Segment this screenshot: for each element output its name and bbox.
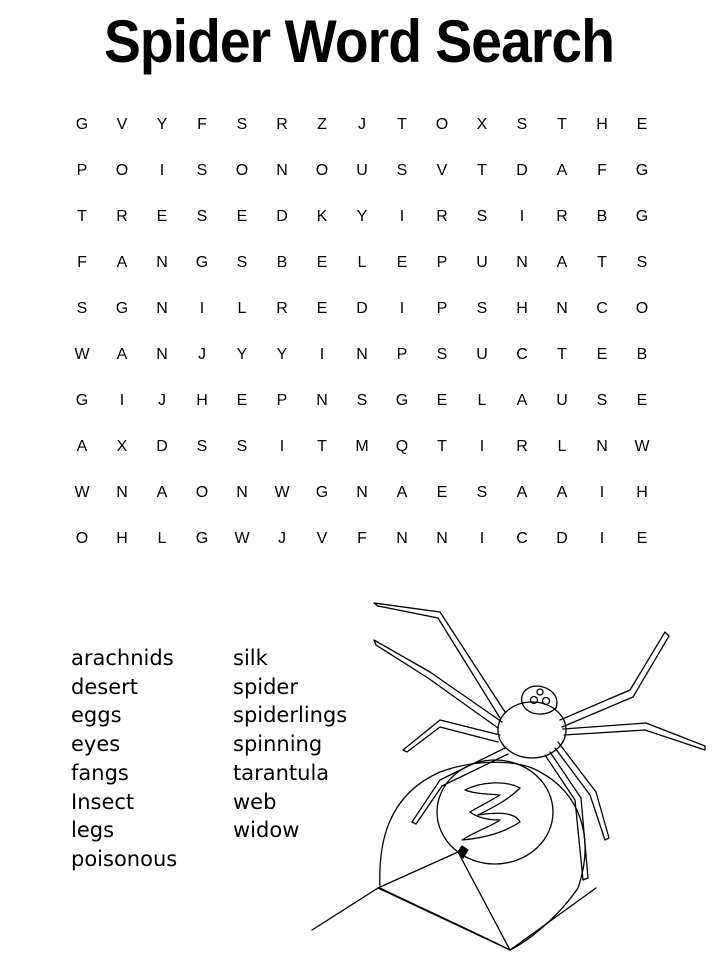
grid-letter[interactable]: B bbox=[596, 208, 608, 225]
grid-letter[interactable]: J bbox=[198, 346, 206, 363]
grid-letter[interactable]: U bbox=[476, 254, 488, 271]
grid-letter[interactable]: E bbox=[596, 346, 608, 363]
word-list-item: spider bbox=[233, 674, 298, 699]
grid-letter[interactable]: H bbox=[516, 300, 528, 317]
grid-letter[interactable]: U bbox=[476, 346, 488, 363]
grid-letter[interactable]: W bbox=[634, 438, 650, 455]
grid-letter[interactable]: T bbox=[477, 162, 487, 179]
grid-letter[interactable]: T bbox=[77, 208, 87, 225]
grid-letter[interactable]: N bbox=[236, 484, 248, 501]
grid-letter[interactable]: X bbox=[116, 438, 128, 455]
grid-letter[interactable]: N bbox=[436, 530, 448, 547]
grid-letter[interactable]: G bbox=[195, 254, 209, 271]
grid-letter[interactable]: S bbox=[636, 254, 648, 271]
grid-letter[interactable]: S bbox=[596, 392, 608, 409]
word-list-item: desert bbox=[71, 674, 138, 699]
grid-letter[interactable]: D bbox=[276, 208, 288, 225]
grid-letter[interactable]: E bbox=[316, 300, 328, 317]
grid-letter[interactable]: E bbox=[636, 530, 648, 547]
grid-letter[interactable]: S bbox=[196, 162, 208, 179]
spider-leg bbox=[374, 640, 502, 728]
grid-letter[interactable]: S bbox=[236, 116, 248, 133]
grid-letter[interactable]: H bbox=[596, 116, 608, 133]
grid-letter[interactable]: L bbox=[357, 254, 367, 271]
grid-letter[interactable]: F bbox=[597, 162, 607, 179]
grid-letter[interactable]: A bbox=[556, 484, 568, 501]
grid-letter[interactable]: T bbox=[557, 346, 567, 363]
grid-letter[interactable]: I bbox=[519, 208, 525, 225]
grid-letter[interactable]: S bbox=[196, 208, 208, 225]
grid-letter[interactable]: H bbox=[116, 530, 128, 547]
grid-letter[interactable]: P bbox=[396, 346, 408, 363]
grid-letter[interactable]: I bbox=[599, 484, 605, 501]
grid-letter[interactable]: R bbox=[276, 116, 288, 133]
grid-letter[interactable]: R bbox=[276, 300, 288, 317]
web-line bbox=[312, 888, 596, 950]
grid-letter[interactable]: I bbox=[399, 300, 405, 317]
grid-letter[interactable]: W bbox=[234, 530, 250, 547]
grid-letter[interactable]: X bbox=[476, 116, 488, 133]
grid-letter[interactable]: V bbox=[316, 530, 328, 547]
grid-letter[interactable]: S bbox=[476, 208, 488, 225]
grid-letter[interactable]: E bbox=[636, 116, 648, 133]
grid-letter[interactable]: N bbox=[596, 438, 608, 455]
grid-letter[interactable]: Z bbox=[317, 116, 327, 133]
grid-letter[interactable]: S bbox=[436, 346, 448, 363]
spider-head bbox=[522, 686, 557, 714]
grid-letter[interactable]: U bbox=[556, 392, 568, 409]
grid-letter[interactable]: N bbox=[356, 346, 368, 363]
grid-letter[interactable]: G bbox=[395, 392, 409, 409]
grid-letter[interactable]: Y bbox=[156, 116, 168, 133]
grid-letter[interactable]: P bbox=[276, 392, 288, 409]
grid-letter[interactable]: G bbox=[635, 208, 649, 225]
grid-letter[interactable]: D bbox=[156, 438, 168, 455]
grid-letter[interactable]: I bbox=[279, 438, 285, 455]
spider-leg bbox=[563, 723, 705, 750]
word-list-item: widow bbox=[233, 818, 300, 843]
grid-letter[interactable]: E bbox=[236, 392, 248, 409]
grid-letter[interactable]: W bbox=[274, 484, 290, 501]
word-list-item: arachnids bbox=[71, 646, 174, 670]
grid-letter[interactable]: W bbox=[74, 484, 90, 501]
grid-letter[interactable]: W bbox=[74, 346, 90, 363]
grid-letter[interactable]: N bbox=[156, 300, 168, 317]
grid-letter[interactable]: T bbox=[597, 254, 607, 271]
grid-letter[interactable]: E bbox=[436, 484, 448, 501]
grid-letter[interactable]: D bbox=[356, 300, 368, 317]
grid-letter[interactable]: N bbox=[156, 254, 168, 271]
grid-letter[interactable]: F bbox=[77, 254, 87, 271]
grid-letter[interactable]: A bbox=[116, 254, 128, 271]
grid-letter[interactable]: J bbox=[278, 530, 286, 547]
grid-letter[interactable]: D bbox=[556, 530, 568, 547]
grid-letter[interactable]: A bbox=[556, 162, 568, 179]
abdomen-marking bbox=[462, 783, 520, 840]
grid-letter[interactable]: O bbox=[235, 162, 249, 179]
spider-leg bbox=[374, 603, 505, 718]
grid-letter[interactable]: N bbox=[516, 254, 528, 271]
grid-letter[interactable]: A bbox=[516, 392, 528, 409]
word-list-item: eggs bbox=[71, 703, 122, 728]
grid-letter[interactable]: I bbox=[479, 438, 485, 455]
grid-letter[interactable]: B bbox=[276, 254, 288, 271]
grid-letter[interactable]: E bbox=[316, 254, 328, 271]
grid-letter[interactable]: S bbox=[476, 484, 488, 501]
grid-letter[interactable]: N bbox=[316, 392, 328, 409]
grid-letter[interactable]: N bbox=[276, 162, 288, 179]
grid-letter[interactable]: T bbox=[557, 116, 567, 133]
grid-letter[interactable]: J bbox=[358, 116, 366, 133]
grid-letter[interactable]: L bbox=[237, 300, 247, 317]
grid-letter[interactable]: N bbox=[116, 484, 128, 501]
grid-letter[interactable]: Q bbox=[395, 438, 409, 455]
grid-letter[interactable]: E bbox=[436, 392, 448, 409]
grid-letter[interactable]: A bbox=[76, 438, 88, 455]
grid-letter[interactable]: Y bbox=[276, 346, 288, 363]
grid-letter[interactable]: N bbox=[356, 484, 368, 501]
word-list-item: poisonous bbox=[71, 846, 178, 871]
grid-letter[interactable]: Y bbox=[356, 208, 368, 225]
grid-letter[interactable]: L bbox=[157, 530, 167, 547]
grid-letter[interactable]: L bbox=[477, 392, 487, 409]
grid-letter[interactable]: R bbox=[516, 438, 528, 455]
grid-letter[interactable]: N bbox=[396, 530, 408, 547]
grid-letter[interactable]: A bbox=[116, 346, 128, 363]
grid-letter[interactable]: C bbox=[516, 346, 528, 363]
grid-letter[interactable]: H bbox=[196, 392, 208, 409]
grid-letter[interactable]: R bbox=[556, 208, 568, 225]
spider-leg bbox=[545, 752, 588, 880]
spider-leg bbox=[403, 720, 500, 752]
grid-letter[interactable]: H bbox=[636, 484, 648, 501]
word-list-item: silk bbox=[233, 646, 268, 670]
word-list-item: spinning bbox=[233, 732, 323, 757]
grid-letter[interactable]: A bbox=[516, 484, 528, 501]
grid-letter[interactable]: F bbox=[357, 530, 367, 547]
web-line bbox=[378, 852, 510, 950]
grid-letter[interactable]: C bbox=[596, 300, 608, 317]
grid-letter[interactable]: E bbox=[396, 254, 408, 271]
spider-abdomen bbox=[380, 762, 585, 950]
grid-letter[interactable]: I bbox=[479, 530, 485, 547]
grid-letter[interactable]: N bbox=[556, 300, 568, 317]
grid-letter[interactable]: O bbox=[435, 116, 449, 133]
grid-letter[interactable]: L bbox=[557, 438, 567, 455]
grid-letter[interactable]: B bbox=[636, 346, 648, 363]
grid-letter[interactable]: S bbox=[196, 438, 208, 455]
grid-letter[interactable]: I bbox=[159, 162, 165, 179]
grid-letter[interactable]: S bbox=[516, 116, 528, 133]
grid-letter[interactable]: E bbox=[636, 392, 648, 409]
grid-letter[interactable]: O bbox=[195, 484, 209, 501]
grid-letter[interactable]: G bbox=[635, 162, 649, 179]
grid-letter[interactable]: O bbox=[75, 530, 89, 547]
grid-letter[interactable]: G bbox=[75, 116, 89, 133]
grid-letter[interactable]: T bbox=[317, 438, 327, 455]
word-list-item: Insect bbox=[71, 789, 135, 814]
grid-letter[interactable]: G bbox=[195, 530, 209, 547]
spider-leg bbox=[560, 632, 669, 727]
word-list-item: spiderlings bbox=[233, 703, 348, 728]
grid-letter[interactable]: S bbox=[236, 438, 248, 455]
grid-letter[interactable]: E bbox=[156, 208, 168, 225]
word-list-item: eyes bbox=[71, 732, 121, 757]
grid-letter[interactable]: R bbox=[116, 208, 128, 225]
grid-letter[interactable]: P bbox=[436, 300, 448, 317]
grid-letter[interactable]: Y bbox=[236, 346, 248, 363]
grid-letter[interactable]: O bbox=[315, 162, 329, 179]
grid-letter[interactable]: O bbox=[115, 162, 129, 179]
word-list-item: tarantula bbox=[233, 760, 330, 785]
page-title: Spider Word Search bbox=[103, 8, 615, 75]
grid-letter[interactable]: C bbox=[516, 530, 528, 547]
spider-eye bbox=[537, 689, 543, 695]
grid-letter[interactable]: A bbox=[156, 484, 168, 501]
grid-letter[interactable]: I bbox=[399, 208, 405, 225]
grid-letter[interactable]: K bbox=[316, 208, 328, 225]
grid-letter[interactable]: S bbox=[76, 300, 88, 317]
grid-letter[interactable]: A bbox=[556, 254, 568, 271]
word-list-item: web bbox=[233, 789, 277, 814]
grid-letter[interactable]: I bbox=[199, 300, 205, 317]
grid-letter[interactable]: I bbox=[319, 346, 325, 363]
grid-letter[interactable]: F bbox=[197, 116, 207, 133]
grid-letter[interactable]: P bbox=[436, 254, 448, 271]
grid-letter[interactable]: O bbox=[635, 300, 649, 317]
spider-eye bbox=[543, 698, 550, 705]
grid-letter[interactable]: I bbox=[599, 530, 605, 547]
grid-letter[interactable]: S bbox=[396, 162, 408, 179]
grid-letter[interactable]: T bbox=[437, 438, 447, 455]
grid-letter[interactable]: A bbox=[396, 484, 408, 501]
grid-letter[interactable]: P bbox=[76, 162, 88, 179]
grid-letter[interactable]: J bbox=[158, 392, 166, 409]
grid-letter[interactable]: N bbox=[156, 346, 168, 363]
grid-letter[interactable]: E bbox=[236, 208, 248, 225]
grid-letter[interactable]: S bbox=[236, 254, 248, 271]
grid-letter[interactable]: T bbox=[397, 116, 407, 133]
word-list-item: fangs bbox=[71, 760, 129, 785]
word-list-item: legs bbox=[71, 818, 115, 843]
grid-letter[interactable]: R bbox=[436, 208, 448, 225]
grid-letter[interactable]: S bbox=[356, 392, 368, 409]
grid-letter[interactable]: D bbox=[516, 162, 528, 179]
grid-letter[interactable]: U bbox=[356, 162, 368, 179]
grid-letter[interactable]: G bbox=[75, 392, 89, 409]
grid-letter[interactable]: G bbox=[315, 484, 329, 501]
grid-letter[interactable]: G bbox=[115, 300, 129, 317]
grid-letter[interactable]: V bbox=[436, 162, 448, 179]
grid-letter[interactable]: V bbox=[116, 116, 128, 133]
grid-letter[interactable]: S bbox=[476, 300, 488, 317]
spider-abdomen-inner bbox=[437, 760, 553, 864]
grid-letter[interactable]: M bbox=[355, 438, 369, 455]
grid-letter[interactable]: I bbox=[119, 392, 125, 409]
